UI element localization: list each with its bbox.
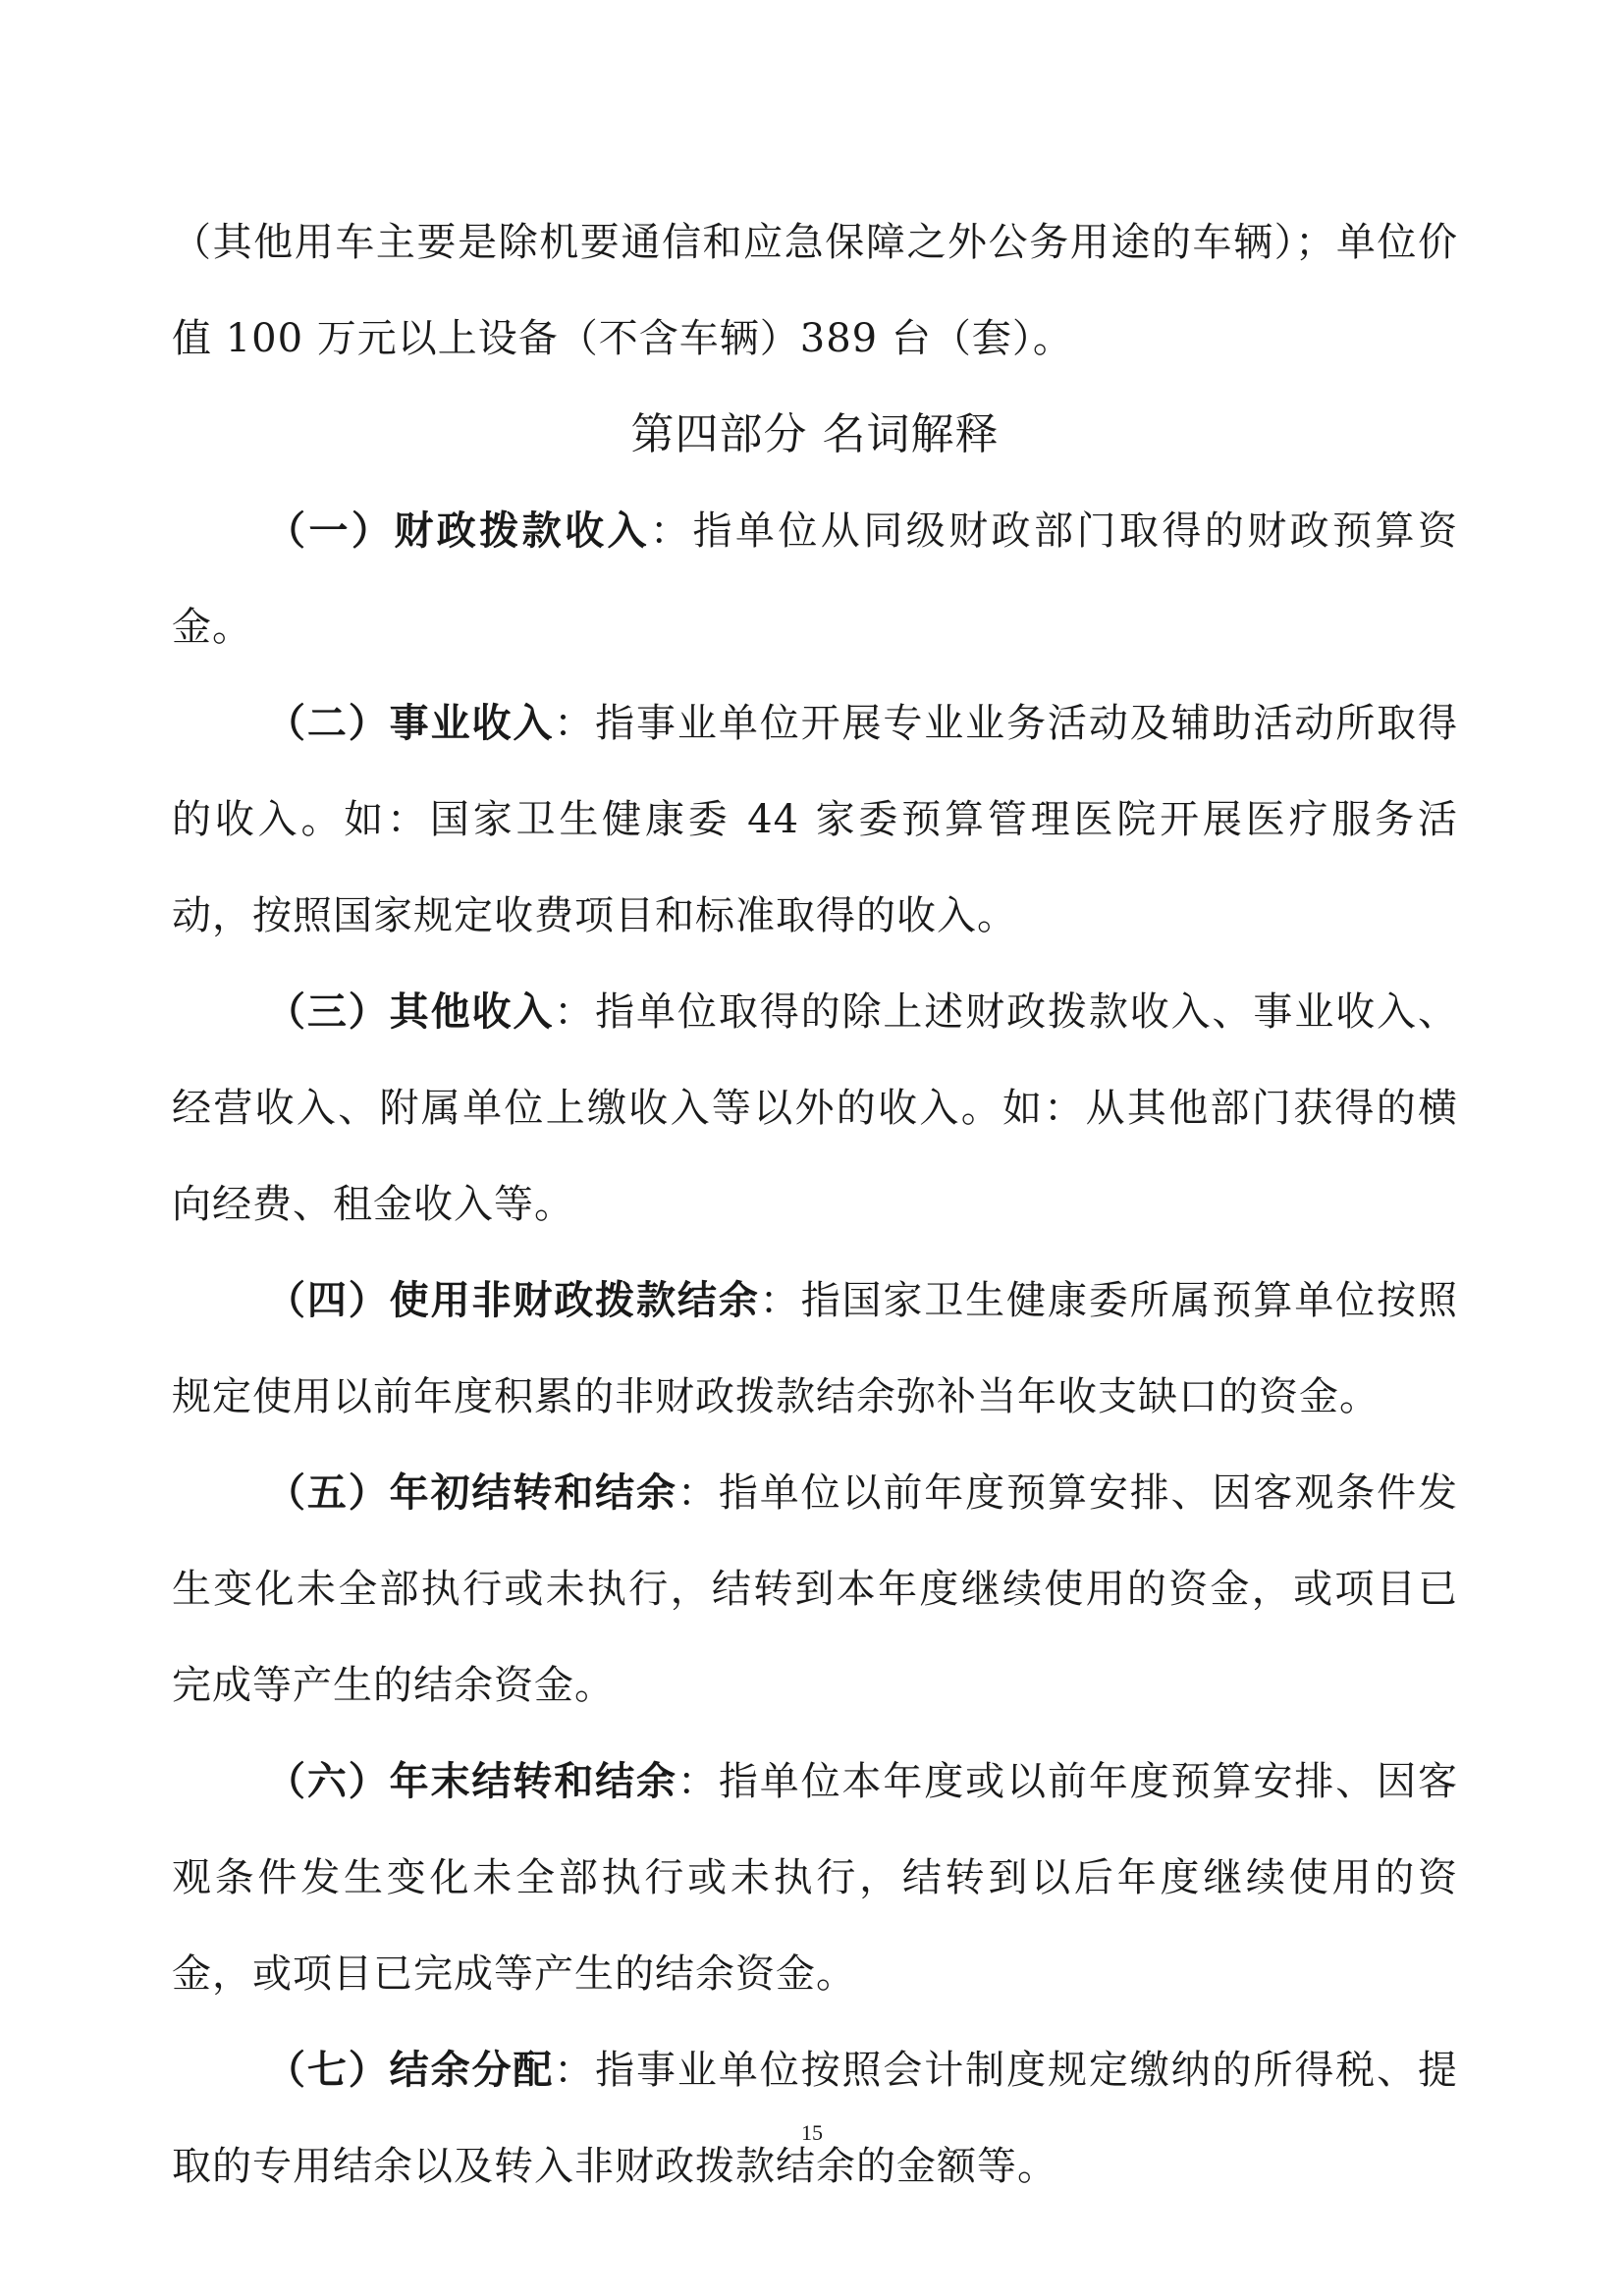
intro-paragraph: （其他用车主要是除机要通信和应急保障之外公务用途的车辆）；单位价值 100 万元以上设备（不含车辆）389 台（套）。 [172, 220, 1458, 361]
definition-term: （三）其他收入 [266, 989, 555, 1035]
definition-text: ：指单位以前年度预算安排、因客观条件发生变化未全部执行或未执行，结转到本年度继续使用的资金，或项目已完成等产生的结余资金。 [172, 1470, 1459, 1708]
definition-text: ：指单位取得的除上述财政拨款收入、事业收入、经营收入、附属单位上缴收入等以外的收入。如：从其他部门获得的横向经费、租金收入等。 [172, 989, 1458, 1227]
page-number: 15 [801, 2120, 823, 2145]
definition-term: （五）年初结转和结余 [266, 1470, 677, 1516]
definition-text: ：指单位从同级财政部门取得的财政预算资金。 [172, 508, 1458, 650]
definition-paragraph-3 [172, 964, 1458, 1253]
definition-text: ：指国家卫生健康委所属预算单位按照规定使用以前年度积累的非财政拨款结余弥补当年收支缺口的资金。 [172, 1278, 1459, 1419]
definition-text: ：指单位本年度或以前年度预算安排、因客观条件发生变化未全部执行或未执行，结转到以后年度继续使用的资金，或项目已完成等产生的结余资金。 [172, 1759, 1459, 1997]
definition-paragraph-6 [172, 1734, 1458, 2022]
definition-text: ：指事业单位按照会计制度规定缴纳的所得税、提取的专用结余以及转入非财政拨款结余的金额等。 [172, 2048, 1458, 2189]
definition-term: （四）使用非财政拨款结余 [266, 1278, 760, 1323]
definition-paragraph-4 [172, 1253, 1458, 1445]
definition-paragraph-5 [172, 1445, 1458, 1734]
definition-paragraph-1 [172, 483, 1458, 675]
definition-term: （二）事业收入 [266, 701, 555, 746]
page-content [172, 194, 1458, 2215]
definition-term: （六）年末结转和结余 [266, 1759, 677, 1804]
definition-term: （一）财政拨款收入 [266, 508, 650, 554]
definition-term: （七）结余分配 [266, 2048, 555, 2093]
definition-paragraph-2 [172, 675, 1458, 964]
section-heading: 第四部分 名词解释 [630, 409, 1000, 459]
definition-text: ：指事业单位开展专业业务活动及辅助活动所取得的收入。如：国家卫生健康委 44 家委预算管理医院开展医疗服务活动，按照国家规定收费项目和标准取得的收入。 [172, 701, 1458, 938]
